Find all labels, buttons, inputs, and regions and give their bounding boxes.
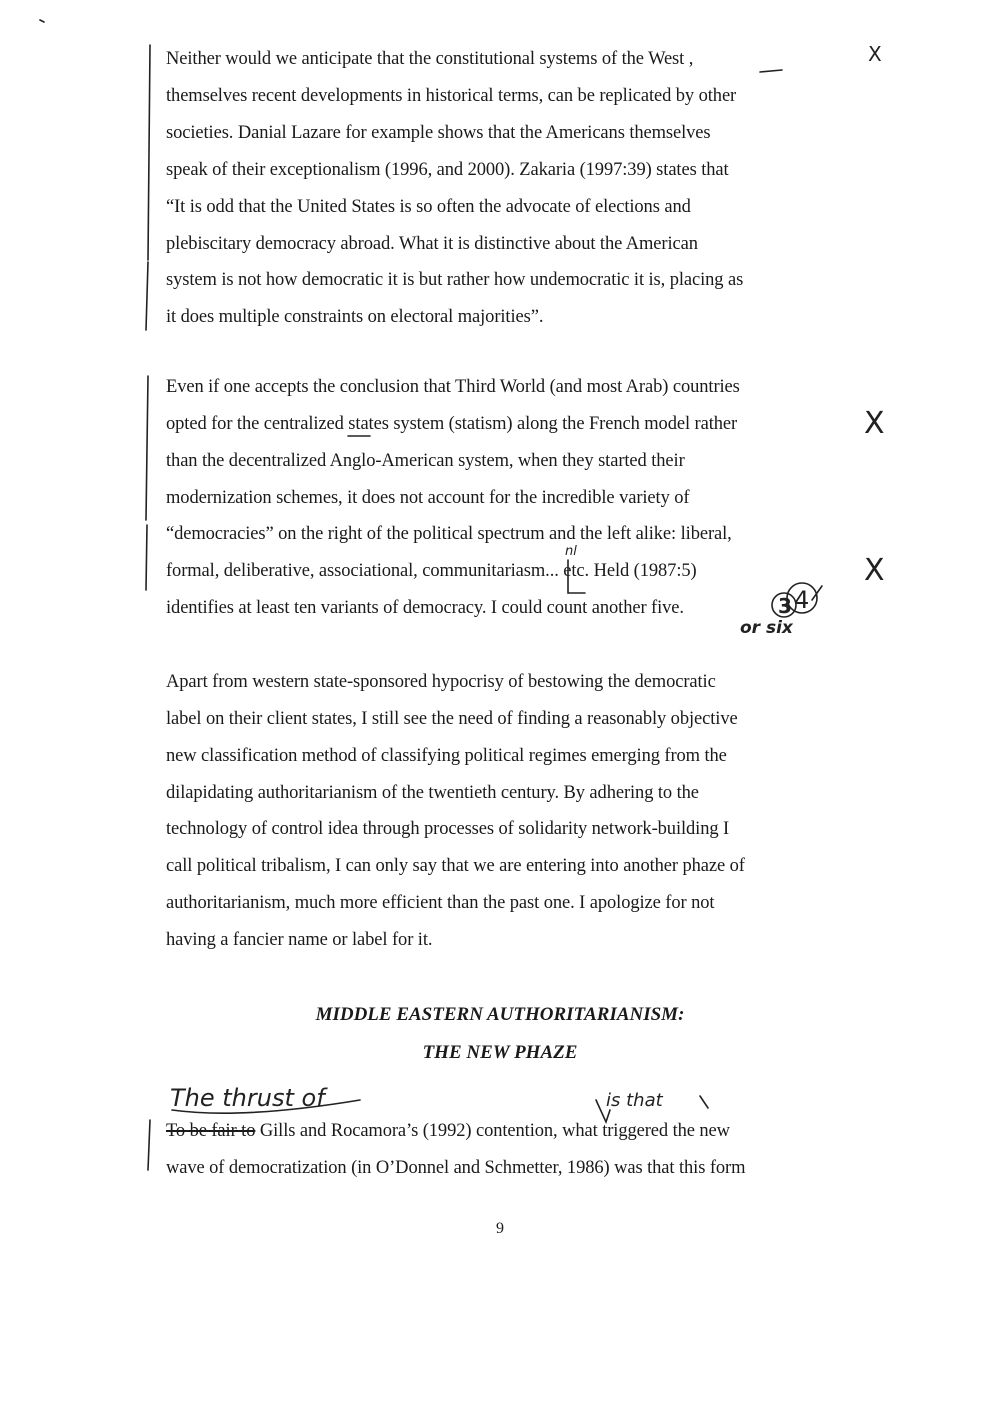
- text-line: new classification method of classifying political regimes emerging from the: [166, 746, 727, 766]
- text-line: than the decentralized Anglo-American system, when they started their: [166, 451, 685, 471]
- text-line: formal, deliberative, associational, communitariasm... etc. Held (1987:5): [166, 561, 697, 581]
- margin-x-mark: X: [868, 42, 882, 66]
- or-six-annotation: or six: [740, 618, 793, 638]
- text-line: [166, 1120, 730, 1142]
- text-line: Apart from western state-sponsored hypocrisy of bestowing the democratic: [166, 672, 716, 692]
- circled-number-4: 4: [794, 586, 810, 614]
- text-line: identifies at least ten variants of democracy. I could count another five.: [166, 598, 684, 618]
- is-that-annotation: is that: [606, 1090, 663, 1111]
- text-line: “democracies” on the right of the political spectrum and the left alike: liberal,: [166, 524, 732, 544]
- text-line: label on their client states, I still see the need of finding a reasonably objective: [166, 709, 738, 729]
- text-line: opted for the centralized states system (statism) along the French model rather: [166, 414, 738, 434]
- text-line: societies. Danial Lazare for example shows that the Americans themselves: [166, 123, 711, 143]
- text-line: having a fancier name or label for it.: [166, 930, 433, 950]
- text-line: technology of control idea through processes of solidarity network-building I: [166, 819, 730, 839]
- text-line: dilapidating authoritarianism of the twentieth century. By adhering to the: [166, 783, 699, 803]
- text-line: modernization schemes, it does not account for the incredible variety of: [166, 488, 690, 508]
- insert-nl-annotation: nl: [565, 544, 577, 559]
- text-line: authoritarianism, much more efficient than the past one. I apologize for not: [166, 893, 715, 913]
- section-heading-line-2: THE NEW PHAZE: [422, 1042, 578, 1063]
- text-line: Even if one accepts the conclusion that Third World (and most Arab) countries: [166, 377, 740, 397]
- text-line: plebiscitary democracy abroad. What it is distinctive about the American: [166, 234, 698, 254]
- text-line: call political tribalism, I can only say that we are entering into another phaze of: [166, 856, 745, 876]
- text-line: speak of their exceptionalism (1996, and 2000). Zakaria (1997:39) states that: [166, 160, 729, 180]
- text-line: themselves recent developments in historical terms, can be replicated by other: [166, 86, 737, 106]
- text-span: Gills and Rocamora’s (1992) contention, what triggered the new: [255, 1121, 730, 1141]
- section-heading-line-1: MIDDLE EASTERN AUTHORITARIANISM:: [315, 1004, 685, 1025]
- margin-x-mark: X: [864, 406, 885, 441]
- text-line: system is not how democratic it is but rather how undemocratic it is, placing as: [166, 270, 744, 290]
- page-number: 9: [496, 1220, 504, 1237]
- text-line: wave of democratization (in O’Donnel and Schmetter, 1986) was that this form: [166, 1158, 746, 1178]
- circled-number-3: 3: [778, 594, 792, 618]
- struck-text: To be fair to: [166, 1121, 256, 1141]
- margin-x-mark: X: [864, 553, 885, 588]
- text-line: “It is odd that the United States is so often the advocate of elections and: [166, 197, 691, 217]
- text-line: Neither would we anticipate that the constitutional systems of the West ,: [166, 49, 694, 69]
- text-line: it does multiple constraints on electoral majorities”.: [166, 307, 544, 327]
- the-thrust-of-annotation: The thrust of: [170, 1084, 325, 1112]
